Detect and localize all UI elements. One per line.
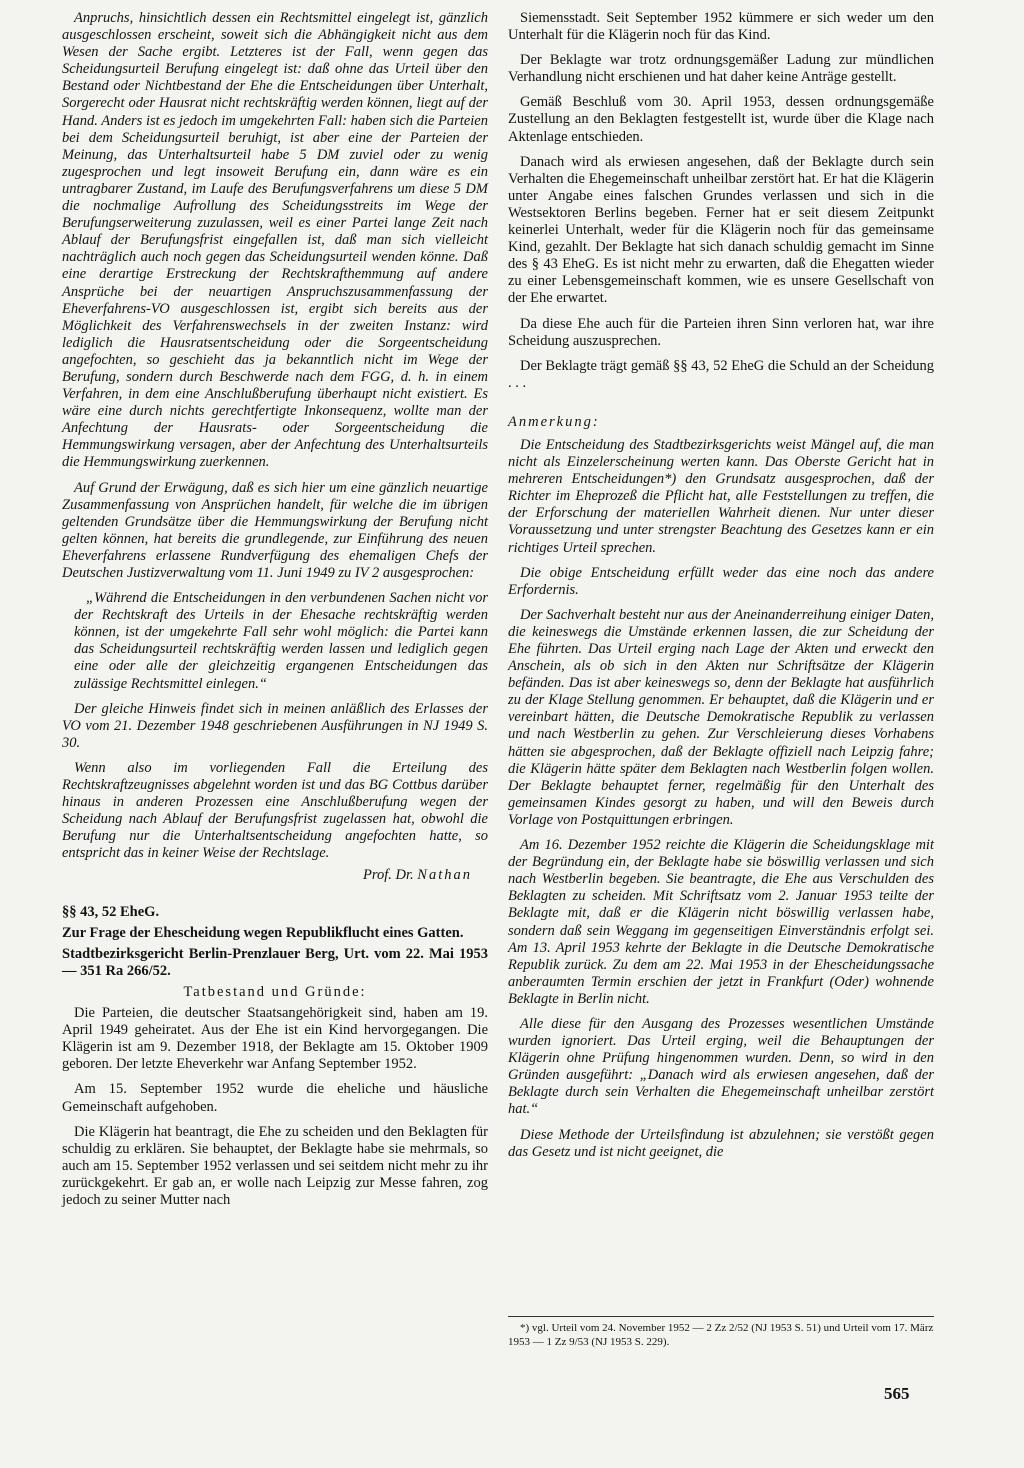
article-paragraph: Wenn also im vorliegenden Fall die Erteilung des Rechtskraftzeugnisses abgelehnt worden ist und das BG Cottbus darüber hinaus in anderen Prozessen eine Anschlußberufung wegen der Scheidung nach Ablauf der Berufungsfrist zugelassen hat, obwohl die Berufung nur die Unterhaltsentscheidung angefochten hatte, so entspricht das in keiner Weise der Rechtslage. [62, 759, 488, 862]
decision-paragraph: Die Klägerin hat beantragt, die Ehe zu scheiden und den Beklagten für schuldig zu erklären. Sie behauptet, der Beklagte habe sie mehrmals, so auch am 15. September 1952 verlassen und sei seitdem nicht mehr zu ihr zurückgekehrt. Er gab an, er wolle nach Leipzig zur Messe fahren, zog jedoch zu seiner Mutter nach [62, 1123, 488, 1208]
annotation-heading: Anmerkung: [508, 413, 600, 430]
decision-paragraph: Am 15. September 1952 wurde die eheliche und häusliche Gemeinschaft aufgehoben. [62, 1081, 488, 1115]
signature-prefix: Prof. Dr. [363, 866, 414, 883]
decision-paragraph: Der Beklagte trägt gemäß §§ 43, 52 EheG die Schuld an der Scheidung . . . [508, 357, 934, 391]
paragraph-reference: §§ 43, 52 EheG. [62, 903, 160, 920]
footnote [508, 1316, 934, 1349]
article-paragraph: Der gleiche Hinweis findet sich in meinen anläßlich des Erlasses der VO vom 21. Dezember 1948 geschriebenen Ausführungen in NJ 1949 S. 30. [62, 700, 488, 751]
right-column [508, 10, 934, 1169]
decision-paragraph: Danach wird als erwiesen angesehen, daß der Beklagte durch sein Verhalten die Ehegemeinschaft unheilbar zerstört hat. Er hat die Klägerin unter Angabe eines falschen Grundes verlassen und sich in die Westsektoren Berlins begeben. Ferner hat er seit diesem Zeitpunkt keinerlei Unterhalt, weder für die Klägerin noch für das gemeinsame Kind, gezahlt. Der Beklagte hat sich danach schuldig gemacht im Sinne des § 43 EheG. Es ist nicht mehr zu erwarten, daß die Ehegatten wieder zu einer Lebensgemeinschaft kommen, wie es unsere Gesellschaft von der Ehe erwartet. [508, 153, 934, 307]
article-paragraph: Anpruchs, hinsichtlich dessen ein Rechtsmittel eingelegt ist, gänzlich ausgeschlossen erscheint, soweit sich die Abhängigkeit nicht aus dem Wesen der Sache ergibt. Letzteres ist der Fall, wenn gegen das Scheidungsurteil Berufung eingelegt ist: daß ohne das Urteil über den Bestand oder Nichtbestand der Ehe die Entscheidungen über Unterhalt, Sorgerecht oder Hausrat nicht rechtskräftig werden können, liegt auf der Hand. Anders ist es jedoch im umgekehrten Fall: haben sich die Parteien bei dem Scheidungsurteil beruhigt, ist aber eine der Parteien der Meinung, das Unterhaltsurteil habe 5 DM zuviel oder zu wenig zugesprochen und legt insoweit Berufung ein, dann wäre es ein untragbarer Zustand, im Laufe des Berufungsverfahrens um diese 5 DM die nochmalige Aufrollung des Scheidungsstreits im Wege der Berufungserweiterung zuzulassen, weil es einer Partei lange Zeit nach Ablauf der Berufungsfrist eingefallen ist, daß man sich vielleicht nachträglich auch noch gegen das Scheidungsurteil wenden könne. Daß eine derartige Erstreckung der Rechtskrafthemmung auf andere Ansprüche bei der neuartigen Anspruchszusammenfassung der Eheverfahrens-VO ausgeschlossen ist, ergibt sich bereits aus der Möglichkeit des Verfahrenswechsels in der zweiten Instanz: wird lediglich die Hausratsentscheidung oder die Sorgeentscheidung angefochten, so geschieht das ja bekanntlich nicht im Wege der Berufung, sondern durch Beschwerde nach dem FGG, d. h. in einem Verfahren, in dem eine Anschlußberufung überhaupt nicht existiert. Es wäre eine durch nichts gerechtfertigte Inkonsequenz, wollte man der Anfechtung der Hausrats- oder Sorgeentscheidung die Hemmungswirkung versagen, aber der Anfechtung des Unterhaltsurteils die Hemmungswirkung zuerkennen. [62, 10, 488, 471]
left-column [62, 10, 488, 1217]
decision-headline: Zur Frage der Ehescheidung wegen Republikflucht eines Gatten. [62, 924, 464, 941]
court-citation: Stadtbezirksgericht Berlin-Prenzlauer Berg, Urt. vom 22. Mai 1953 — 351 Ra 266/52. [62, 945, 488, 979]
annotation-paragraph: Am 16. Dezember 1952 reichte die Klägerin die Scheidungsklage mit der Begründung ein, der Beklagte habe sie böswillig verlassen und sich nach Westberlin begeben. Sie beantragte, die Ehe aus Verschulden des Beklagten zu scheiden. Mit Schriftsatz vom 2. Januar 1953 teilte der Beklagte mit, daß er die Klägerin nicht böswillig verlassen habe, sondern daß sein Weggang im gegenseitigen Einverständnis erfolgt sei. Am 13. April 1953 kehrte der Beklagte in die Deutsche Demokratische Republik zurück. Zu dem am 22. Mai 1953 in der Ehescheidungssache anberaumten Termin erschien der jetzt in Frankfurt (Oder) wohnende Beklagte in Berlin nicht. [508, 837, 934, 1007]
decision-paragraph: Die Parteien, die deutscher Staatsangehörigkeit sind, haben am 19. April 1949 geheiratet. Aus der Ehe ist ein Kind hervorgegangen. Die Klägerin ist am 9. Dezember 1918, der Beklagte am 15. Oktober 1909 geboren. Der letzte Eheverkehr war Anfang September 1952. [62, 1005, 488, 1073]
author-signature [62, 867, 472, 884]
decision-paragraph: Siemensstadt. Seit September 1952 kümmere er sich weder um den Unterhalt für die Klägerin noch für das Kind. [508, 10, 934, 44]
annotation-paragraph: Der Sachverhalt besteht nur aus der Aneinanderreihung einiger Daten, die keineswegs die Umstände erkennen lassen, die zur Scheidung der Ehe führten. Das Urteil erging nach Lage der Akten und erweckt den Anschein, als ob sich in den Akten nur Schriftsätze der Klägerin befänden. Das ist aber keineswegs so, denn der Beklagte hat ausführlich zu der Klage Stellung genommen. Er behauptet, daß die Klägerin und er vereinbart hätten, die Deutsche Demokratische Republik zu verlassen und nach Westberlin zu gehen. Zur Verschleierung dieses Vorhabens hätten sie abgesprochen, daß der Beklagte offiziell nach Leipzig fahre; die Klägerin hätte später dem Beklagten nach Westberlin folgen wollen. Der Beklagte behauptet ferner, regelmäßig für den Unterhalt des gemeinsamen Kindes gesorgt zu haben, und will den Beweis durch Vorlage von Postquittungen erbringen. [508, 606, 934, 828]
quotation: „Während die Entscheidungen in den verbundenen Sachen nicht vor der Rechtskraft des Urteils in der Ehesache rechtskräftig werden können, ist der umgekehrte Fall sehr wohl möglich: die Partei kann das Scheidungsurteil rechtskräftig werden lassen und lediglich gegen eine oder alle der gleichzeitig ergangenen Entscheidungen das zulässige Rechtsmittel einlegen.“ [74, 590, 488, 692]
decision-paragraph: Gemäß Beschluß vom 30. April 1953, dessen ordnungsgemäße Zustellung an den Beklagten festgestellt ist, wurde über die Klage nach Aktenlage entschieden. [508, 94, 934, 145]
signature-name: Nathan [417, 866, 472, 883]
decision-paragraph: Da diese Ehe auch für die Parteien ihren Sinn verloren hat, war ihre Scheidung auszusprechen. [508, 315, 934, 349]
article-paragraph: Auf Grund der Erwägung, daß es sich hier um eine gänzlich neuartige Zusammenfassung von Ansprüchen handelt, für welche die im übrigen geltenden Grundsätze über die Hemmungswirkung der Berufung nicht gelten können, hat bereits die grundlegende, zur Einführung des neuen Eheverfahrens erlassene Rundverfügung des ehemaligen Chefs der Deutschen Justizverwaltung vom 11. Juni 1949 zu IV 2 ausgesprochen: [62, 479, 488, 581]
page-number: 565 [884, 1384, 910, 1403]
annotation-paragraph: Die Entscheidung des Stadtbezirksgerichts weist Mängel auf, die man nicht als Einzelerscheinung werten kann. Das Oberste Gericht hat in mehreren Entscheidungen*) den Grundsatz ausgesprochen, daß der Richter im Eheprozeß die Pflicht hat, alle Feststellungen zu treffen, die der Erforschung der materiellen Wahrheit dienen. Nur unter dieser Voraussetzung und unter strengster Beachtung des Gesetzes kann er ein richtiges Urteil sprechen. [508, 436, 934, 556]
section-title: Tatbestand und Gründe: [183, 983, 367, 1000]
annotation-paragraph: Die obige Entscheidung erfüllt weder das eine noch das andere Erfordernis. [508, 564, 934, 598]
footnote-text: *) vgl. Urteil vom 24. November 1952 — 2 Zz 2/52 (NJ 1953 S. 51) und Urteil vom 17. März 1953 — 1 Zz 9/53 (NJ 1953 S. 229). [508, 1322, 934, 1348]
annotation-paragraph: Diese Methode der Urteilsfindung ist abzulehnen; sie verstößt gegen das Gesetz und ist nicht geeignet, die [508, 1126, 934, 1160]
annotation-paragraph: Alle diese für den Ausgang des Prozesses wesentlichen Umstände wurden ignoriert. Das Urteil erging, weil die Behauptungen der Klägerin ohne Prüfung hingenommen wurden. Denn, so wird in den Gründen ausgeführt: „Danach wird als erwiesen angesehen, daß der Beklagte durch sein Verhalten die Ehegemeinschaft unheilbar zerstört hat.“ [508, 1015, 934, 1118]
decision-paragraph: Der Beklagte war trotz ordnungsgemäßer Ladung zur mündlichen Verhandlung nicht erschienen und hat daher keine Anträge gestellt. [508, 52, 934, 86]
